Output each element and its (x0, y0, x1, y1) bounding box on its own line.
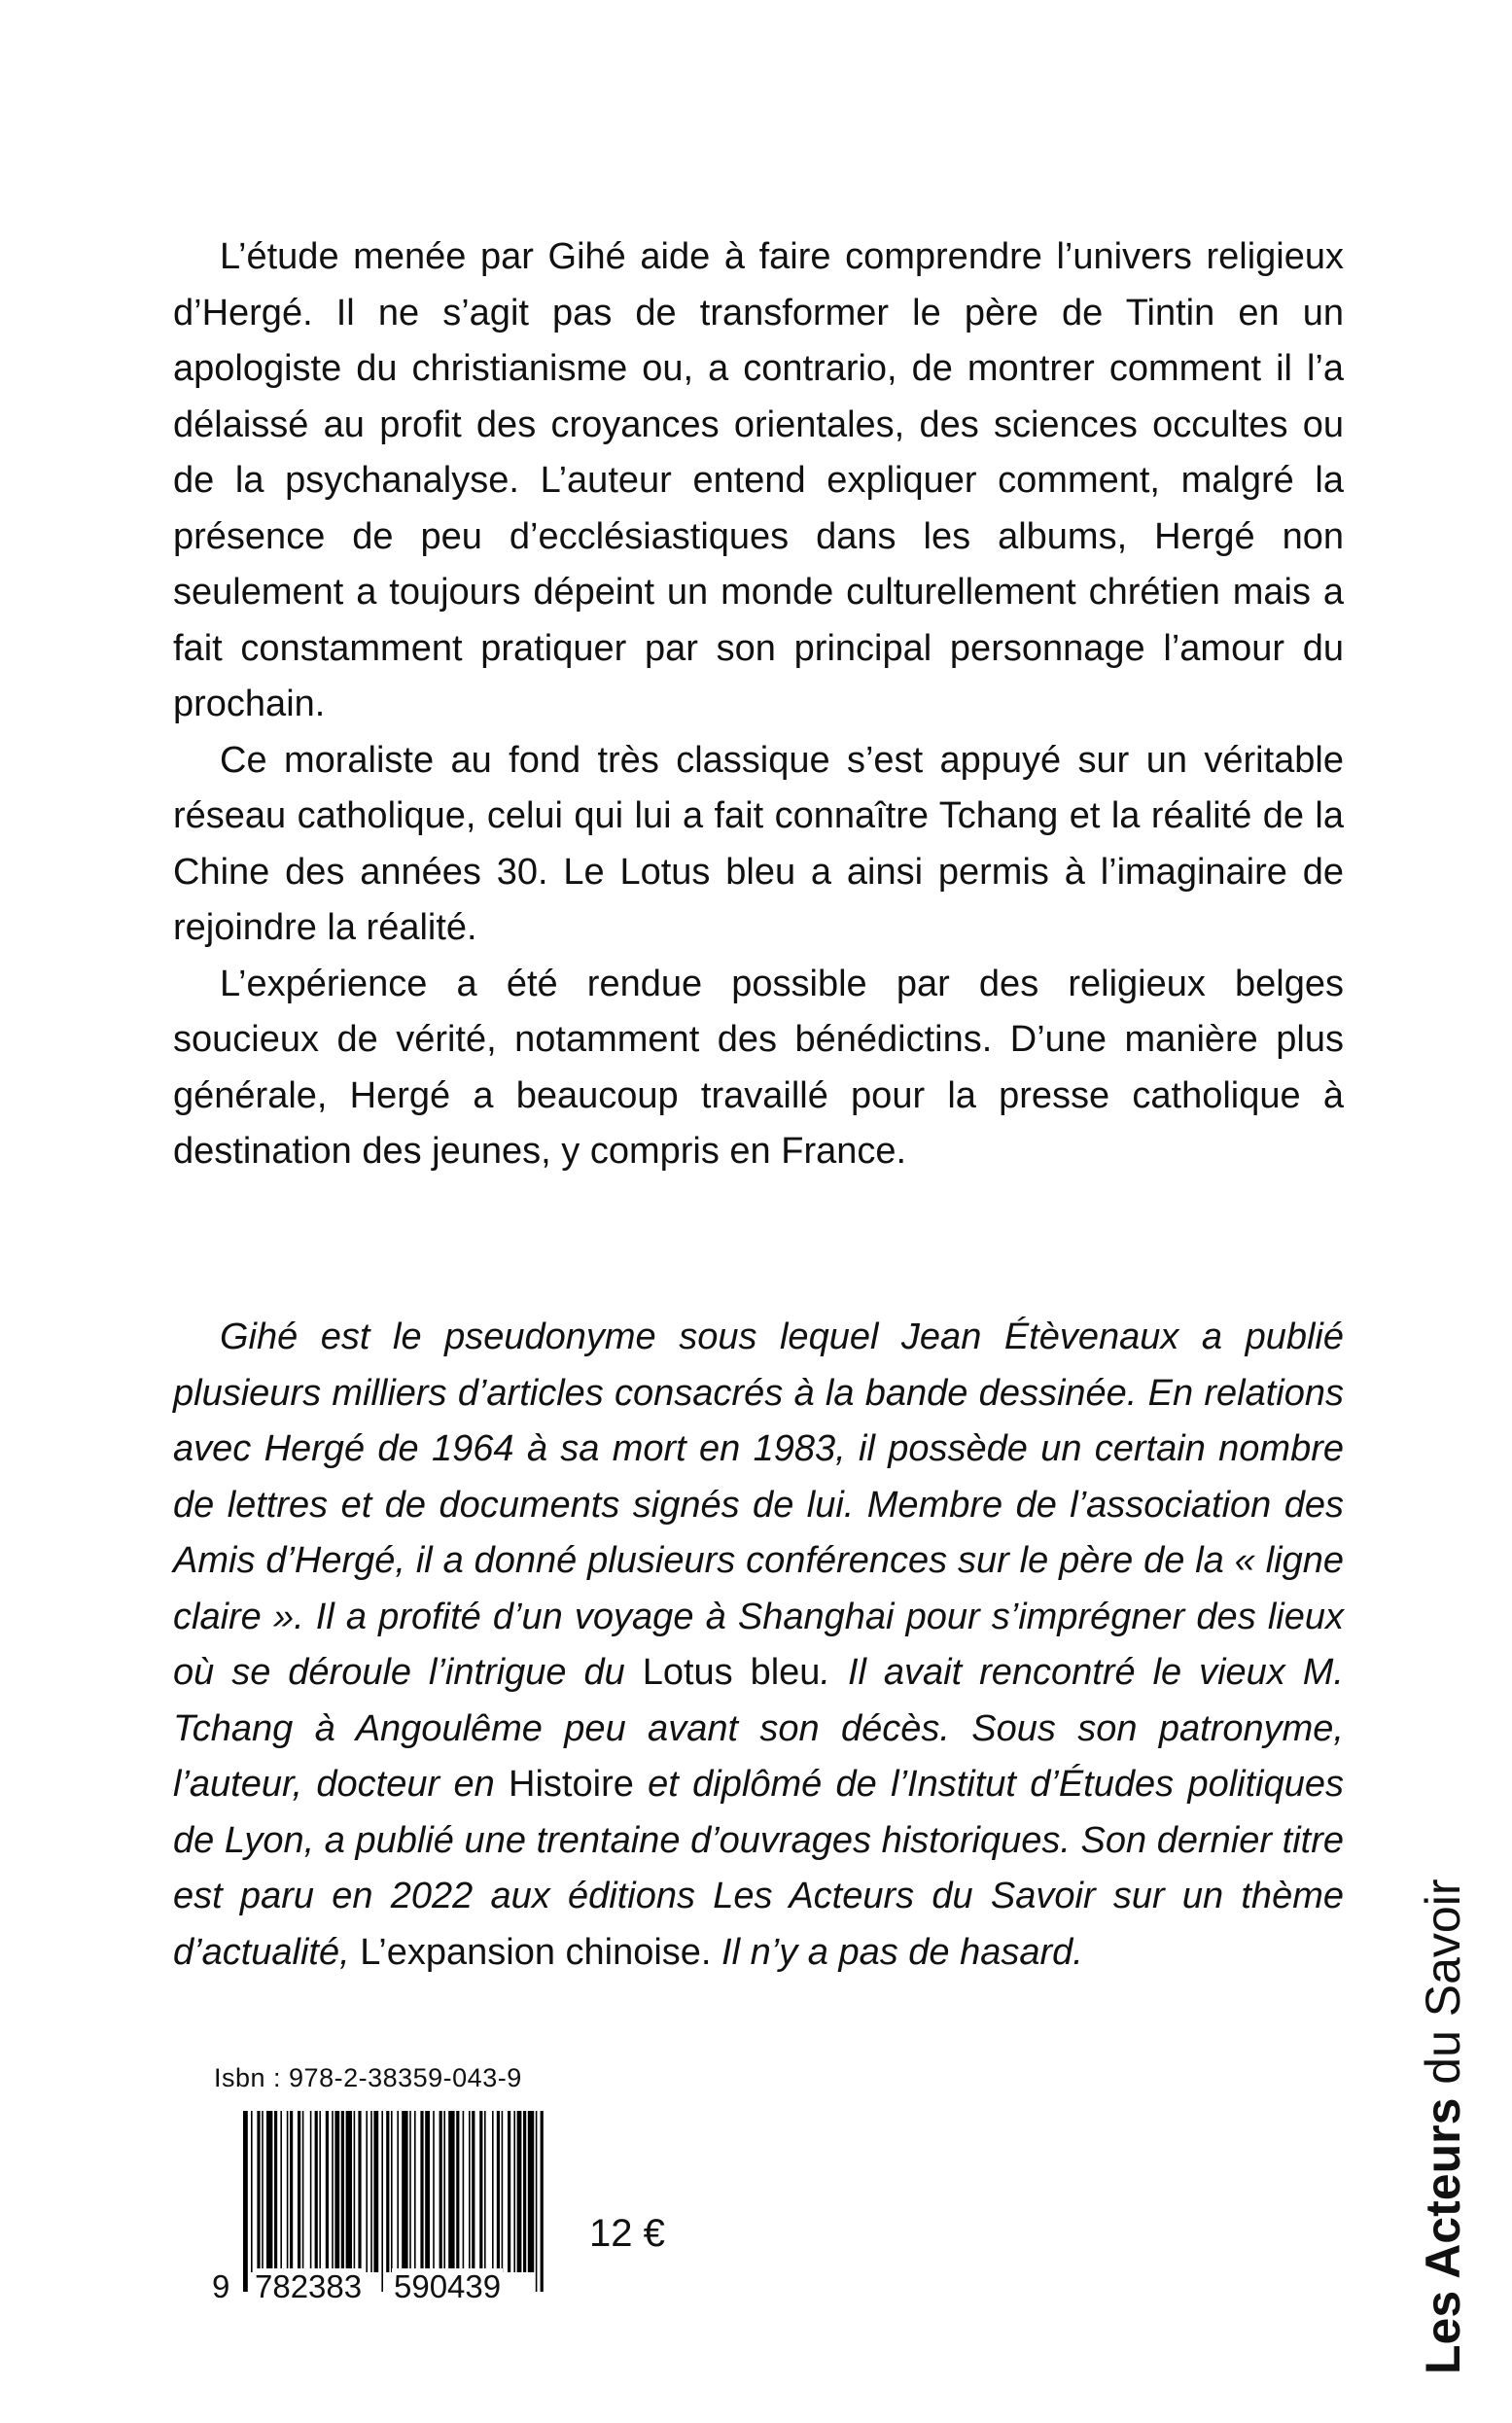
barcode-bar (469, 2111, 471, 2272)
barcode-bar (409, 2111, 411, 2272)
barcode-bar (298, 2111, 300, 2272)
barcode-bar (523, 2111, 526, 2272)
barcode-bar (479, 2111, 482, 2272)
author-bio (173, 1310, 1344, 1981)
barcode-bar (517, 2111, 522, 2272)
barcode-digits-left: 782383 (255, 2268, 363, 2304)
barcode-bar (262, 2111, 264, 2272)
barcode-bar (508, 2111, 510, 2272)
barcode-bar (472, 2111, 475, 2272)
barcode-bar (541, 2111, 544, 2292)
blurb-paragraph-3: L’expérience a été rendue possible par des religieux belges soucieux de vérité, notamment des bénédictins. D’une manière plus générale, Hergé a beaucoup travaillé pour la presse catholique à destination des jeunes, y compris en France. (173, 963, 1344, 1172)
author-bio-paragraph (173, 1310, 1344, 1981)
barcode-bar (420, 2111, 423, 2272)
bio-text-1: est le pseudonyme sous lequel Jean Étèvenaux a publié plusieurs milliers d’articles consacrés à la bande dessinée. En relations avec Hergé de 1964 à sa mort en 1983, il possède un certain nombre de lettres et de documents signés de lui. Membre de l’association des Amis d’Hergé, il a donné plusieurs conférences sur le père de la « ligne claire ». Il a profité d’un voyage à Shanghai pour s’imprégner des lieux où se déroule l’intrigue du (173, 1317, 1344, 1693)
barcode-bar (257, 2111, 260, 2272)
barcode-bar (251, 2111, 253, 2272)
bio-title-expansion-chinoise: L’expansion chinoise. (360, 1931, 712, 1973)
barcode-bar (354, 2111, 356, 2272)
barcode-bar (319, 2111, 321, 2272)
barcode-digits (210, 2268, 546, 2311)
bio-title-lotus-bleu: Lotus bleu (642, 1652, 821, 1693)
back-cover-blurb (173, 229, 1344, 1180)
price: 12 € (589, 2212, 665, 2255)
barcode-bar (326, 2111, 329, 2272)
barcode-digits-right: 590439 (394, 2268, 502, 2304)
bio-text-3: . Il avait rencontré le vieux M. Tchang à Angoulême peu avant son décès. Sous son patronyme, l’auteur, docteur en (173, 1652, 1344, 1805)
blurb-paragraph-1: L’étude menée par Gihé aide à faire comprendre l’univers religieux d’Hergé. Il ne s’agit pas de transformer le père de Tintin en un apologiste du christianisme ou, a contrario, de montrer comment il l’a délaissé au profit des croyances orientales, des sciences occultes ou de la psychanalyse. L’auteur entend expliquer comment, malgré la présence de peu d’ecclésiastiques dans les albums, Hergé non seulement a toujours dépeint un monde culturellement chrétien mais a fait constamment pratiquer par son principal personnage l’amour du prochain. (173, 236, 1344, 724)
bio-title-hasard: Il n’y a pas de hasard. (711, 1931, 1083, 1973)
blurb-paragraph-2: Ce moraliste au fond très classique s’est appuyé sur un véritable réseau catholique, celui qui lui a fait connaître Tchang et la réalité de la Chine des années 30. Le Lotus bleu a ainsi permis à l’imaginaire de rejoindre la réalité. (173, 739, 1344, 948)
barcode-bar (358, 2111, 361, 2272)
barcode-bar (391, 2111, 393, 2272)
barcode-bar (381, 2111, 383, 2292)
barcode-bar (414, 2111, 416, 2272)
barcode-bar (302, 2111, 304, 2272)
bio-text-5: et diplômé de l’Institut d’Études politiques de Lyon, a publié une trentaine d’ouvrages historiques. Son dernier titre est paru en 2022 aux éditions Les Acteurs du Savoir sur un thème d’actualité, (173, 1764, 1345, 1973)
barcode-bar (433, 2111, 435, 2272)
publisher-spine-logo (1414, 1879, 1472, 2375)
barcode-bar (440, 2111, 442, 2272)
barcode-bar (386, 2111, 389, 2272)
barcode-bar (341, 2111, 344, 2272)
barcode-bar (484, 2111, 486, 2272)
barcode-bar (513, 2111, 515, 2272)
barcode-bar (332, 2111, 334, 2272)
barcode-bar (287, 2111, 289, 2272)
barcode-bar (443, 2111, 445, 2272)
barcode-bar (310, 2111, 312, 2272)
isbn-label: Isbn : 978-2-38359-043-9 (214, 2063, 522, 2092)
barcode-bar (370, 2111, 372, 2272)
barcode-bar (243, 2111, 248, 2292)
barcode-bar (448, 2111, 454, 2272)
barcode-bar (456, 2111, 459, 2272)
barcode-digit-first: 9 (212, 2268, 230, 2304)
barcode-bar (502, 2111, 504, 2272)
barcode-bar (463, 2111, 465, 2272)
publisher-name-rest: du Savoir (1416, 1879, 1470, 2098)
barcode-bar (346, 2111, 352, 2272)
barcode-bar (402, 2111, 407, 2272)
barcode-bar (315, 2111, 318, 2272)
bio-text-histoire: Histoire (509, 1764, 634, 1805)
barcode-bar (492, 2111, 494, 2272)
isbn-barcode (210, 2107, 546, 2311)
barcode-bar (290, 2111, 293, 2272)
barcode-bar (528, 2111, 534, 2272)
barcode-bar (366, 2111, 368, 2272)
barcode-bar (274, 2111, 277, 2272)
barcode-bar (425, 2111, 430, 2272)
author-name: Gihé (220, 1317, 299, 1357)
barcode-bar (536, 2111, 538, 2292)
barcode-bar (497, 2111, 500, 2272)
barcode-bar (373, 2111, 378, 2272)
barcode-bar (280, 2111, 282, 2272)
barcode-bar (266, 2111, 272, 2272)
barcode-bar (397, 2111, 399, 2272)
publisher-name-bold: Les Acteurs (1416, 2097, 1470, 2374)
barcode-bar (334, 2111, 339, 2272)
